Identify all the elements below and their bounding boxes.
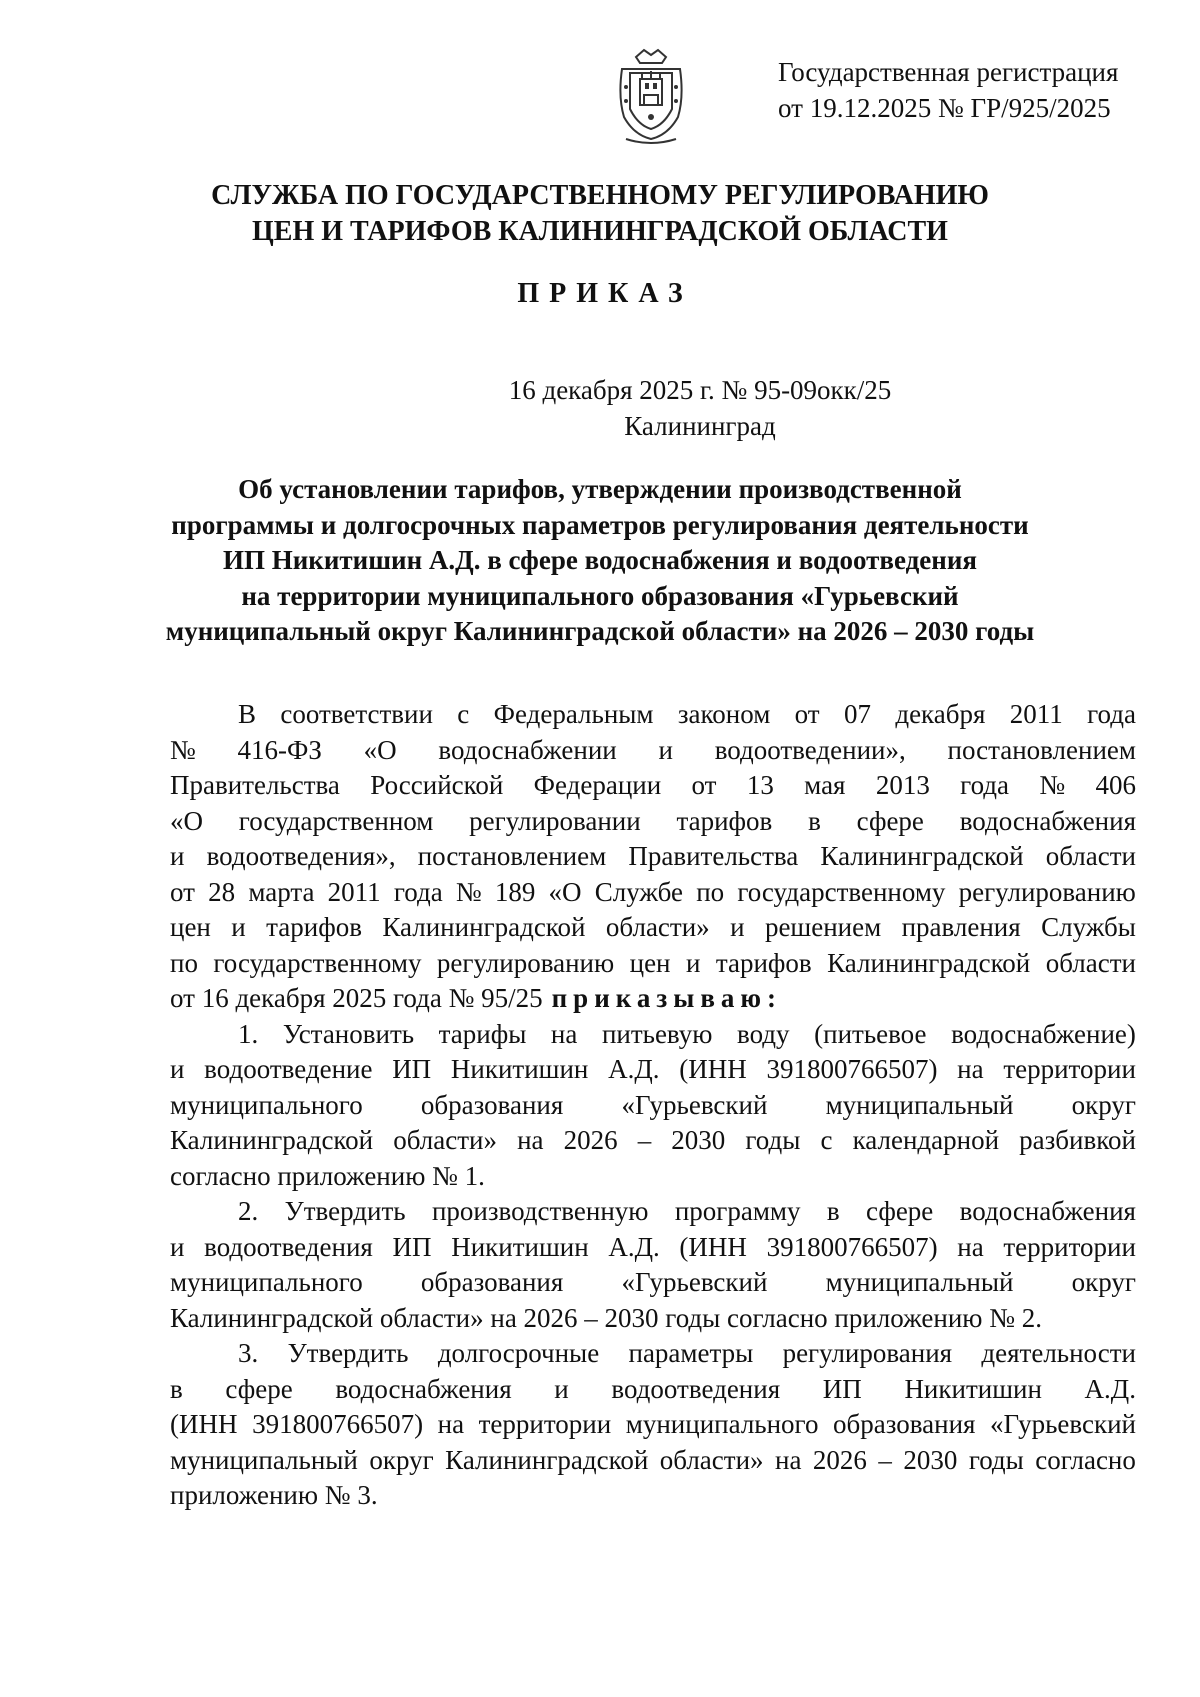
document-type-title: ПРИКАЗ <box>517 278 693 309</box>
subject-line: программы и долгосрочных параметров регулирования деятельности <box>171 509 1029 540</box>
agency-line-1: СЛУЖБА ПО ГОСУДАРСТВЕННОМУ РЕГУЛИРОВАНИЮ <box>211 180 989 211</box>
item-1-line: Калининградской области» на 2026 – 2030 годы с календарной разбивкой <box>170 1125 1136 1155</box>
agency-name <box>0 178 1200 250</box>
item-1-line: согласно приложению № 1. <box>170 1160 485 1191</box>
preamble-line: от 28 марта 2011 года № 189 «О Службе по государственному регулированию <box>170 876 1136 907</box>
subject-line: муниципальный округ Калининградской области» на 2026 – 2030 годы <box>165 616 1035 646</box>
subject-line: на территории муниципального образования «Гурьевский <box>241 580 959 611</box>
decree-word: приказываю: <box>551 983 783 1013</box>
item-3-line: 3. Утвердить долгосрочные параметры регулирования деятельности <box>238 1338 1136 1368</box>
item-1-line: 1. Установить тарифы на питьевую воду (питьевое водоснабжение) <box>238 1018 1136 1049</box>
order-city: Калининград <box>624 411 776 441</box>
preamble-line <box>170 981 1136 1017</box>
item-2-line: муниципального образования «Гурьевский муниципальный округ <box>170 1267 1136 1297</box>
preamble-last-text: от 16 декабря 2025 года № 95/25 <box>170 983 543 1013</box>
preamble-line: «О государственном регулировании тарифов в сфере водоснабжения <box>170 805 1136 836</box>
preamble-line: Правительства Российской Федерации от 13 мая 2013 года № 406 <box>170 770 1136 800</box>
preamble-line: по государственному регулированию цен и тарифов Калининградской области <box>170 947 1136 978</box>
item-2-line: 2. Утвердить производственную программу в сфере водоснабжения <box>238 1196 1136 1226</box>
registration-line-1: Государственная регистрация <box>778 57 1119 87</box>
coat-of-arms-icon <box>614 47 688 147</box>
order-date-number: 16 декабря 2025 г. № 95-09окк/25 <box>508 375 892 405</box>
subject-line: ИП Никитишин А.Д. в сфере водоснабжения и водоотведения <box>223 545 977 575</box>
preamble-line: В соответствии с Федеральным законом от 07 декабря 2011 года <box>238 699 1136 729</box>
item-3-line: приложению № 3. <box>170 1480 378 1510</box>
order-body <box>170 697 1136 1514</box>
item-1-line: и водоотведение ИП Никитишин А.Д. (ИНН 391800766507) на территории <box>170 1054 1136 1084</box>
registration-stamp <box>778 54 1158 126</box>
order-subject <box>0 472 1200 650</box>
item-3-line: (ИНН 391800766507) на территории муниципального образования «Гурьевский <box>170 1409 1136 1439</box>
item-3-line: в сфере водоснабжения и водоотведения ИП Никитишин А.Д. <box>170 1373 1136 1404</box>
agency-line-2: ЦЕН И ТАРИФОВ КАЛИНИНГРАДСКОЙ ОБЛАСТИ <box>252 216 948 247</box>
registration-line-2: от 19.12.2025 № ГР/925/2025 <box>778 93 1111 123</box>
item-1-line: муниципального образования «Гурьевский муниципальный округ <box>170 1089 1136 1120</box>
preamble-line: № 416-ФЗ «О водоснабжении и водоотведении», постановлением <box>170 734 1136 765</box>
order-date-block <box>0 372 1200 444</box>
coat-of-arms-emblem <box>614 47 688 147</box>
item-2-line: и водоотведения ИП Никитишин А.Д. (ИНН 391800766507) на территории <box>170 1231 1136 1262</box>
item-2-line: Калининградской области» на 2026 – 2030 годы согласно приложению № 2. <box>170 1302 1042 1333</box>
item-3-line: муниципальный округ Калининградской области» на 2026 – 2030 годы согласно <box>170 1444 1136 1475</box>
preamble-line: и водоотведения», постановлением Правительства Калининградской области <box>170 841 1136 871</box>
preamble-line: цен и тарифов Калининградской области» и решением правления Службы <box>170 912 1136 942</box>
subject-line: Об установлении тарифов, утверждении производственной <box>238 474 962 504</box>
